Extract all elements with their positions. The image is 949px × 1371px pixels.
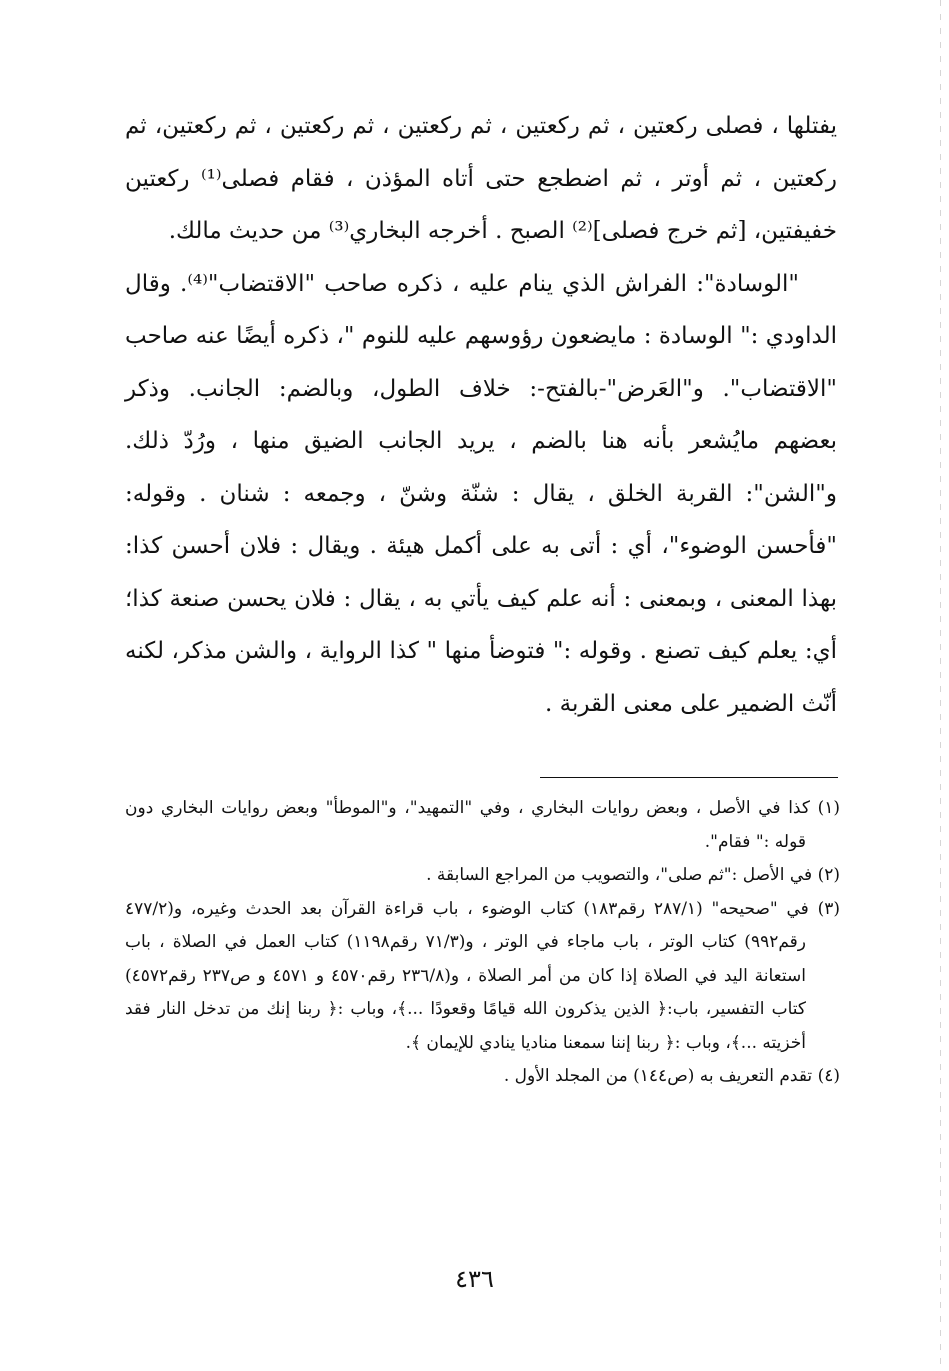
footnote-2: (٢) في الأصل :"ثم صلى"، والتصويب من المراجع السابقة . (426, 865, 840, 885)
page-number: ٤٣٦ (455, 1265, 494, 1293)
main-text (125, 100, 837, 730)
footnote-3: (٣) في "صحيحه" (٢٨٧/١ رقم١٨٣) كتاب الوضوء ، باب قراءة القرآن بعد الحدث وغيره، و(٤٧٧/٢ رقم٩٩٢) كتاب الوتر ، باب ماجاء في الوتر ، و(٧١/٣ رقم١١٩٨) كتاب العمل في الصلاة ، باب استعانة اليد في الصلاة إذا كان من أمر الصلاة ، و(٢٣٦/٨ رقم٤٥٧٠ و ٤٥٧١ و ص٢٣٧ رقم٤٥٧٢) كتاب التفسير، باب:﴿ الذين يذكرون الله قيامًا وقعودًا ...﴾، وباب :﴿ ربنا إنك من تدخل النار فقد أخزيته ...﴾، وباب :﴿ ربنا إننا سمعنا مناديا ينادي للإيمان ﴾. (125, 898, 840, 1053)
footnote-separator (540, 777, 838, 778)
main-paragraph: يفتلها ، فصلى ركعتين ، ثم ركعتين ، ثم ركعتين ، ثم ركعتين ، ثم ركعتين، ثم ركعتين ، ثم أوتر ، ثم اضطجع حتى أتاه المؤذن ، فقام فصلى⁽¹⁾ ركعتين خفيفتين، [ثم خرج فصلى]⁽²⁾ الصبح . أخرجه البخاري⁽³⁾ من حديث مالك. (125, 113, 837, 244)
footnote-1: (١) كذا في الأصل ، وبعض روايات البخاري ، وفي "التمهيد"، و"الموطأ" وبعض روايات البخاري دون قوله :" فقام". (125, 798, 840, 852)
footnotes (125, 792, 840, 1094)
footnote-4: (٤) تقدم التعريف به (ص١٤٤) من المجلد الأول . (503, 1066, 840, 1086)
scan-edge-marks (940, 0, 941, 1371)
main-paragraph: "الوسادة": الفراش الذي ينام عليه ، ذكره صاحب "الاقتضاب"⁽⁴⁾. وقال الداودي :" الوسادة : مايضعون رؤوسهم عليه للنوم "، ذكره أيضًا عنه صاحب "الاقتضاب". و"العَرض"-بالفتح-: خلاف الطول، وبالضم: الجانب. وذكر بعضهم مايُشعر بأنه هنا بالضم ، يريد الجانب الضيق منها ، ورُدّ ذلك. و"الشن": القربة الخلق ، يقال : شنّة وشنّ ، وجمعه : شنان . وقوله: "فأحسن الوضوء"، أي : أتى به على أكمل هيئة . ويقال : فلان أحسن كذا: بهذا المعنى ، وبمعنى : أنه علم كيف يأتي به ، يقال : فلان يحسن صنعة كذا؛ أي: يعلم كيف تصنع . وقوله :" فتوضأ منها " كذا الرواية ، والشن مذكر، لكنه أنّث الضمير على معنى القربة . (125, 270, 837, 717)
